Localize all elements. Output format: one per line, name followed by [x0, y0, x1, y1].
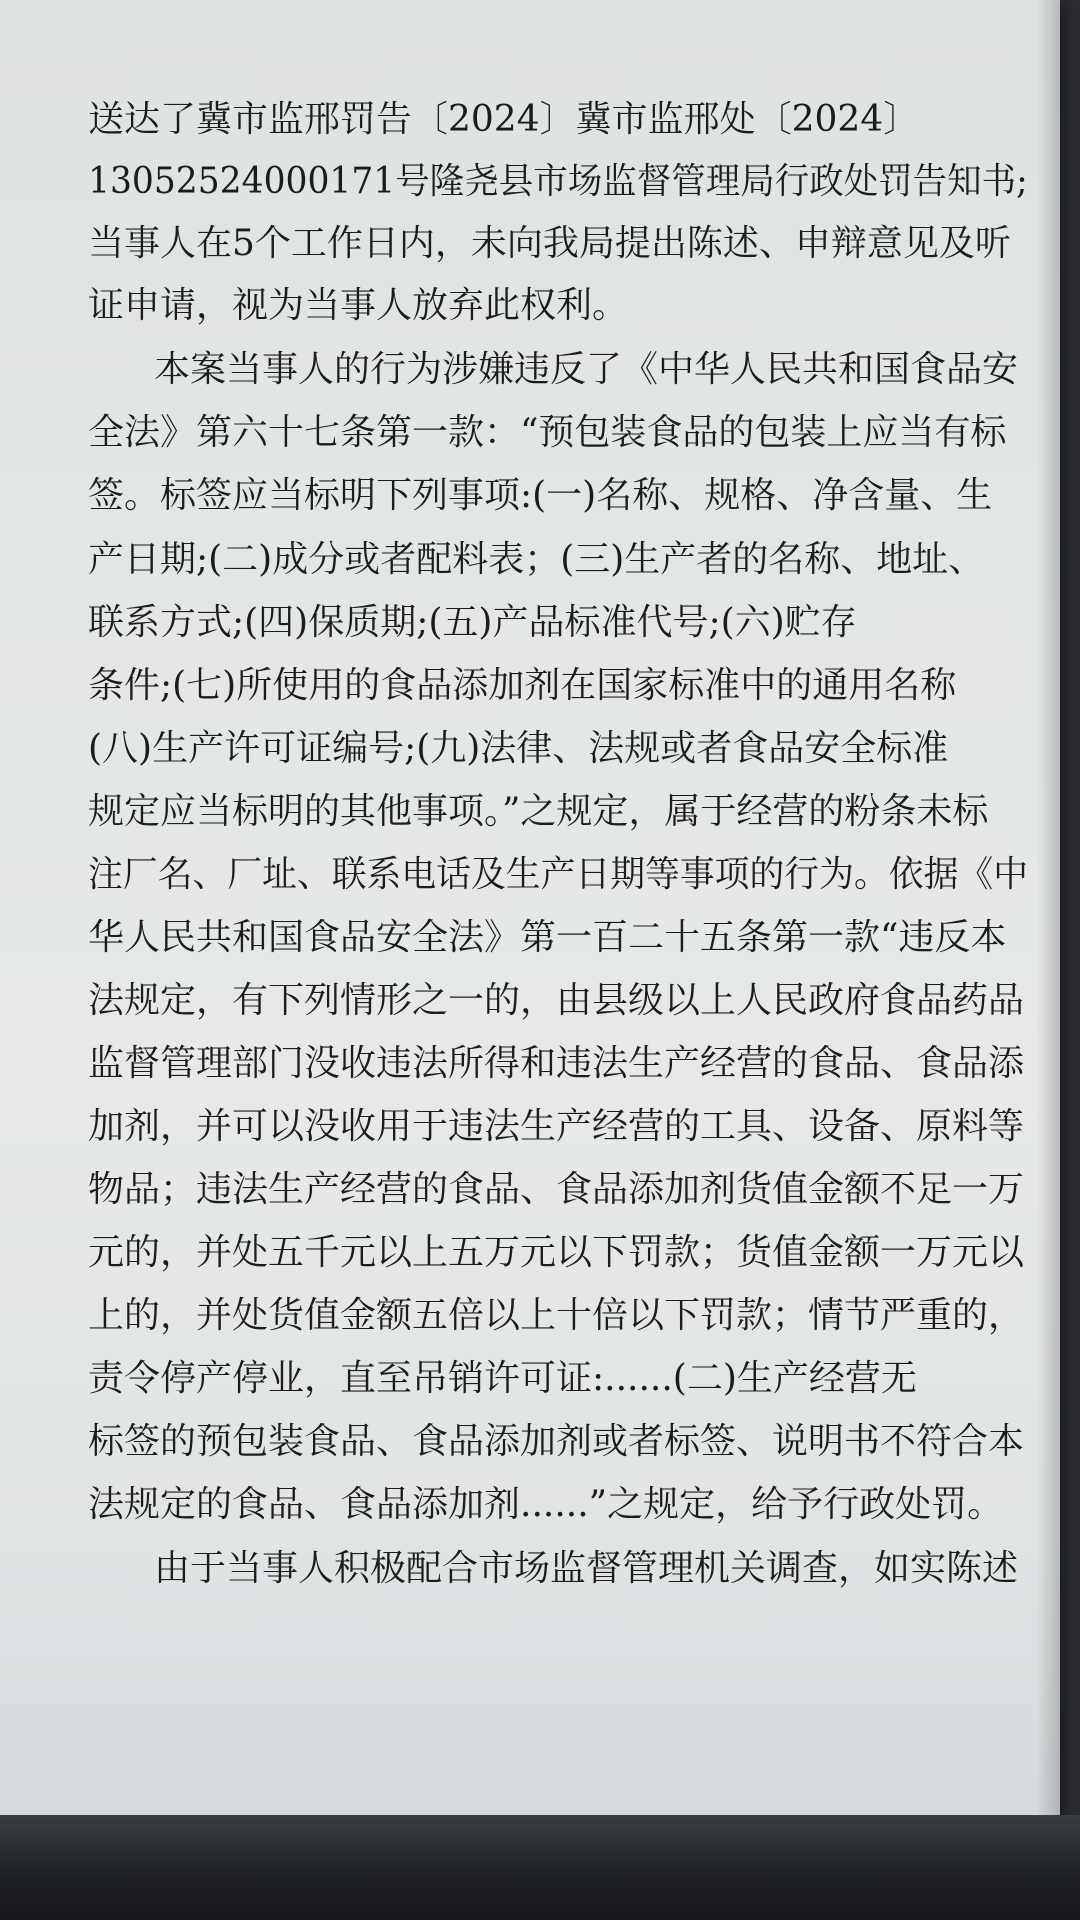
text-line-16: 监督管理部门没收违法所得和违法生产经营的食品、食品添 — [88, 1043, 1025, 1084]
text-line-9: 联系方式;(四)保质期;(五)产品标准代号;(六)贮存 — [88, 602, 857, 643]
text-line-18: 物品；违法生产经营的食品、食品添加剂货值金额不足一万 — [88, 1169, 1025, 1210]
text-line-19: 元的，并处五千元以上五万元以下罚款；货值金额一万元以 — [88, 1232, 1025, 1273]
text-line-13: 注厂名、厂址、联系电话及生产日期等事项的行为。依据《中 — [88, 854, 1029, 895]
text-line-7: 签。标签应当标明下列事项:(一)名称、规格、净含量、生 — [88, 475, 993, 516]
text-line-23: 法规定的食品、食品添加剂......”之规定，给予行政处罚。 — [88, 1484, 1004, 1525]
text-line-22: 标签的预包装食品、食品添加剂或者标签、说明书不符合本 — [88, 1421, 1025, 1462]
text-line-20: 上的，并处货值金额五倍以上十倍以下罚款；情节严重的， — [88, 1295, 1025, 1336]
text-line-1: 送达了冀市监邢罚告〔2024〕冀市监邢处〔2024〕 — [88, 99, 920, 140]
text-line-8: 产日期;(二)成分或者配料表；(三)生产者的名称、地址、 — [88, 539, 985, 580]
text-line-3: 当事人在5个工作日内，未向我局提出陈述、申辩意见及听 — [88, 223, 1011, 264]
text-line-2: 13052524000171号隆尧县市场监督管理局行政处罚告知书; — [88, 161, 1028, 202]
text-line-17: 加剂，并可以没收用于违法生产经营的工具、设备、原料等 — [88, 1106, 1025, 1147]
text-line-21: 责令停产停业，直至吊销许可证:......(二)生产经营无 — [88, 1358, 917, 1399]
text-line-12: 规定应当标明的其他事项。”之规定，属于经营的粉条未标 — [88, 791, 989, 832]
page-edge-shadow — [1036, 0, 1060, 1815]
text-line-15: 法规定，有下列情形之一的，由县级以上人民政府食品药品 — [88, 980, 1025, 1021]
text-line-14: 华人民共和国食品安全法》第一百二十五条第一款“违反本 — [88, 917, 1007, 958]
background-surface — [0, 1815, 1080, 1920]
text-line-6: 全法》第六十七条第一款：“预包装食品的包装上应当有标 — [88, 412, 1007, 453]
text-line-5: 本案当事人的行为涉嫌违反了《中华人民共和国食品安 — [154, 349, 1019, 390]
text-line-10: 条件;(七)所使用的食品添加剂在国家标准中的通用名称 — [88, 665, 957, 706]
text-line-4: 证申请，视为当事人放弃此权利。 — [88, 285, 629, 326]
text-line-24: 由于当事人积极配合市场监督管理机关调查，如实陈述 — [154, 1548, 1019, 1589]
text-line-11: (八)生产许可证编号;(九)法律、法规或者食品安全标准 — [88, 728, 949, 769]
